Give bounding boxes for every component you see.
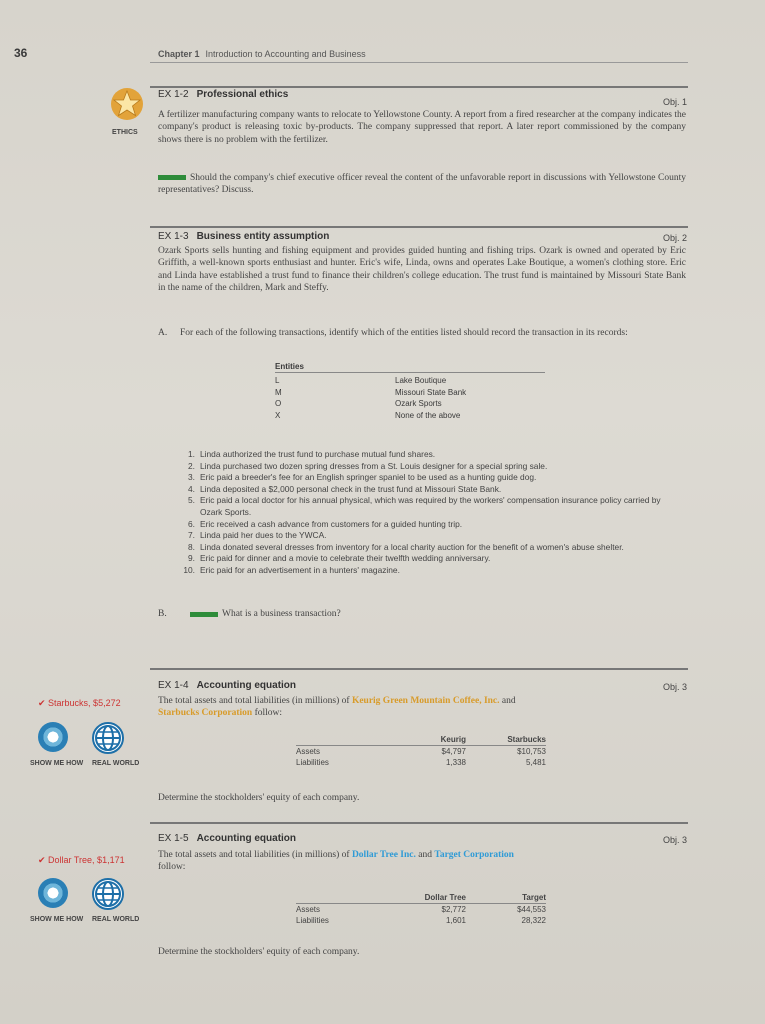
running-header: [158, 49, 366, 59]
transaction-number: 3.: [188, 472, 195, 483]
ex12-title: [158, 89, 288, 100]
ex14-company-2-link[interactable]: Starbucks Corporation: [158, 708, 253, 719]
transaction-text: Linda deposited a $2,000 personal check in the trust fund at Missouri State Bank.: [200, 483, 502, 494]
transaction-number: 8.: [188, 541, 195, 552]
ex14-table-header: [296, 734, 546, 746]
entity-code: M: [275, 387, 282, 397]
entity-code: O: [275, 399, 282, 409]
ex14-rule: [150, 668, 688, 670]
transaction-text: Linda donated several dresses from inventory for a local charity auction for the benefit of a women's abuse shelter.: [200, 541, 624, 552]
ex14-title: [158, 680, 296, 691]
entity-code: X: [275, 410, 281, 420]
transaction-number: 6.: [188, 518, 195, 529]
transaction-text: Eric paid for an advertisement in a hunters' magazine.: [200, 564, 400, 575]
ex14-question: Determine the stockholders' equity of each company.: [158, 793, 360, 803]
ex14-text-and: and: [501, 696, 516, 706]
ex15-title: [158, 833, 296, 844]
ex15-company-1-link[interactable]: Dollar Tree Inc.: [351, 850, 416, 860]
ex13-id: EX 1-3: [158, 231, 189, 242]
list-item: [178, 519, 678, 531]
ex14-obj: Obj. 3: [662, 682, 687, 692]
highlighter-marker: [158, 175, 186, 180]
ex15-name: Accounting equation: [196, 833, 297, 844]
entities-table: [275, 362, 545, 421]
list-item: [178, 472, 678, 484]
transactions-list: [178, 449, 678, 577]
ex12-rule: [150, 86, 688, 88]
ethics-badge-label: ETHICS: [112, 129, 138, 136]
ex15-row1-v2: $44,553: [517, 905, 546, 914]
ex15-row1-v1: $2,772: [441, 905, 466, 914]
transaction-number: 1.: [188, 449, 195, 459]
ex15-table: [296, 892, 546, 926]
entity-row: [275, 410, 545, 422]
entity-row: [275, 398, 545, 410]
entity-name: Missouri State Bank: [395, 387, 467, 397]
real-world-label: REAL WORLD: [92, 916, 140, 923]
ex14-row1-label: Assets: [296, 747, 321, 756]
table-row: [296, 746, 546, 757]
ex14-check-answer: ✔ Starbucks, $5,272: [38, 698, 121, 708]
show-me-how-label: SHOW ME HOW: [30, 760, 84, 767]
ex15-col2-header: Target: [522, 893, 546, 902]
table-row: [296, 915, 546, 926]
ex15-col1-header: Dollar Tree: [424, 893, 466, 902]
transaction-text: Linda paid her dues to the YWCA.: [200, 530, 327, 541]
entity-row: [275, 375, 545, 387]
ex15-row1-label: Assets: [296, 905, 321, 914]
ethics-star-icon: [110, 87, 144, 121]
ex13-rule: [150, 226, 688, 228]
ex15-text-post: follow:: [158, 862, 186, 873]
ex13-part-a-label: A.: [158, 328, 168, 338]
ex14-row1-v2: $10,753: [517, 747, 546, 756]
transaction-text: Eric paid a local doctor for his annual physical, which was required by the workers' compensation insurance policy carried by Ozark Sports.: [200, 495, 661, 517]
ex12-text: A fertilizer manufacturing company wants to relocate to Yellowstone County. A report from a fired researcher at the company indicates the company's product is releasing toxic by-products. The company suppressed that report. A later report commissioned by the company shows there is no problem with the fertilizer.: [158, 110, 686, 145]
globe-icon[interactable]: [92, 878, 124, 910]
ex12-obj: Obj. 1: [662, 97, 687, 107]
ex15-row2-v2: 28,322: [521, 916, 546, 925]
ex15-text-pre: The total assets and total liabilities (in millions) of: [158, 850, 350, 860]
entities-header: Entities: [275, 362, 545, 373]
ex14-text: [158, 695, 686, 720]
entities-rows: [275, 375, 545, 421]
transaction-number: 10.: [183, 564, 195, 575]
transaction-text: Eric paid for dinner and a movie to celebrate their twelfth wedding anniversary.: [200, 553, 491, 564]
real-world-label: REAL WORLD: [92, 760, 140, 767]
ex12-question: [158, 172, 686, 197]
ex13-title: [158, 231, 329, 242]
ex15-row2-v1: 1,601: [445, 916, 466, 925]
ex12-id: EX 1-2: [158, 89, 189, 100]
entity-row: [275, 387, 545, 399]
transaction-number: 5.: [188, 495, 195, 506]
ex14-col2-header: Starbucks: [507, 735, 546, 744]
ex13-name: Business entity assumption: [196, 231, 330, 242]
globe-icon[interactable]: [92, 722, 124, 754]
table-row: [296, 757, 546, 768]
ex14-row2-v2: 5,481: [525, 758, 546, 767]
chapter-label: Chapter 1: [158, 49, 200, 59]
show-me-how-icon[interactable]: [38, 722, 68, 752]
page-number: 36: [14, 46, 28, 60]
ex14-text-pre: The total assets and total liabilities (in millions) of: [158, 696, 350, 706]
ex13-part-b-text: What is a business transaction?: [222, 609, 341, 619]
list-item: [178, 553, 678, 565]
transaction-text: Linda purchased two dozen spring dresses from a St. Louis designer for a special spring sale.: [200, 460, 548, 471]
transaction-text: Linda authorized the trust fund to purchase mutual fund shares.: [200, 449, 436, 459]
ex13-obj: Obj. 2: [662, 233, 687, 243]
chapter-title: Introduction to Accounting and Business: [205, 49, 366, 59]
ex15-text: [158, 849, 686, 874]
ex13-part-b: [158, 608, 686, 620]
ex14-row2-label: Liabilities: [296, 758, 329, 767]
transaction-number: 9.: [188, 553, 195, 564]
ex15-obj: Obj. 3: [662, 835, 687, 845]
highlighter-marker: [190, 612, 218, 617]
entity-name: Ozark Sports: [395, 399, 442, 409]
ex13-text: Ozark Sports sells hunting and fishing equipment and provides guided hunting and fishing trips. Ozark is owned and operated by Eric Griffith, a well-known sports enthusiast and hunter. Eric's wife, Linda, owns and operates Lake Boutique, a women's clothing store. Eric and Linda have established a trust fund to finance their children's college education. The trust fund is maintained by Missouri State Bank in the name of the children, Mark and Steffy.: [158, 246, 686, 294]
entity-name: None of the above: [395, 410, 461, 420]
transaction-number: 7.: [188, 530, 195, 541]
transaction-text: Eric paid a breeder's fee for an English springer spaniel to be used as a hunting guide dog.: [200, 472, 537, 483]
ex13-part-a: [158, 327, 678, 339]
ex15-table-header: [296, 892, 546, 904]
ex14-row1-v1: $4,797: [441, 747, 466, 756]
ex15-id: EX 1-5: [158, 833, 189, 844]
show-me-how-icon[interactable]: [38, 878, 68, 908]
transaction-text: Eric received a cash advance from customers for a guided hunting trip.: [200, 518, 463, 529]
ex14-text-post: follow:: [254, 708, 283, 719]
ex14-col1-header: Keurig: [440, 735, 466, 744]
entity-code: L: [275, 376, 280, 386]
list-item: [178, 484, 678, 496]
ex14-company-1-link[interactable]: Keurig Green Mountain Coffee, Inc.: [351, 696, 500, 706]
list-item: [178, 495, 678, 518]
list-item: [178, 565, 678, 577]
ex12-name: Professional ethics: [196, 89, 289, 100]
ex15-row2-label: Liabilities: [296, 916, 329, 925]
ex14-name: Accounting equation: [196, 680, 297, 691]
ex15-company-2-link[interactable]: Target Corporation: [434, 850, 514, 860]
ex15-rule: [150, 822, 688, 824]
entity-name: Lake Boutique: [395, 376, 447, 386]
list-item: [178, 461, 678, 473]
list-item: [178, 542, 678, 554]
list-item: [178, 449, 678, 461]
ex15-text-and: and: [418, 850, 432, 860]
transaction-number: 4.: [188, 483, 195, 494]
ex14-table: [296, 734, 546, 768]
transaction-number: 2.: [188, 460, 195, 471]
table-row: [296, 904, 546, 915]
header-rule: [150, 62, 688, 63]
ex12-question-text: Should the company's chief executive officer reveal the content of the unfavorable report in discussions with Yellowstone County representatives? Discuss.: [158, 173, 686, 196]
ex15-check-answer: ✔ Dollar Tree, $1,171: [38, 855, 125, 865]
ex14-row2-v1: 1,338: [445, 758, 466, 767]
ex13-part-b-label: B.: [158, 609, 167, 619]
list-item: [178, 530, 678, 542]
ex13-part-a-text: For each of the following transactions, identify which of the entities listed should record the transaction in its records:: [180, 328, 628, 338]
ex14-id: EX 1-4: [158, 680, 189, 691]
ex15-question: Determine the stockholders' equity of each company.: [158, 947, 360, 957]
show-me-how-label: SHOW ME HOW: [30, 916, 84, 923]
